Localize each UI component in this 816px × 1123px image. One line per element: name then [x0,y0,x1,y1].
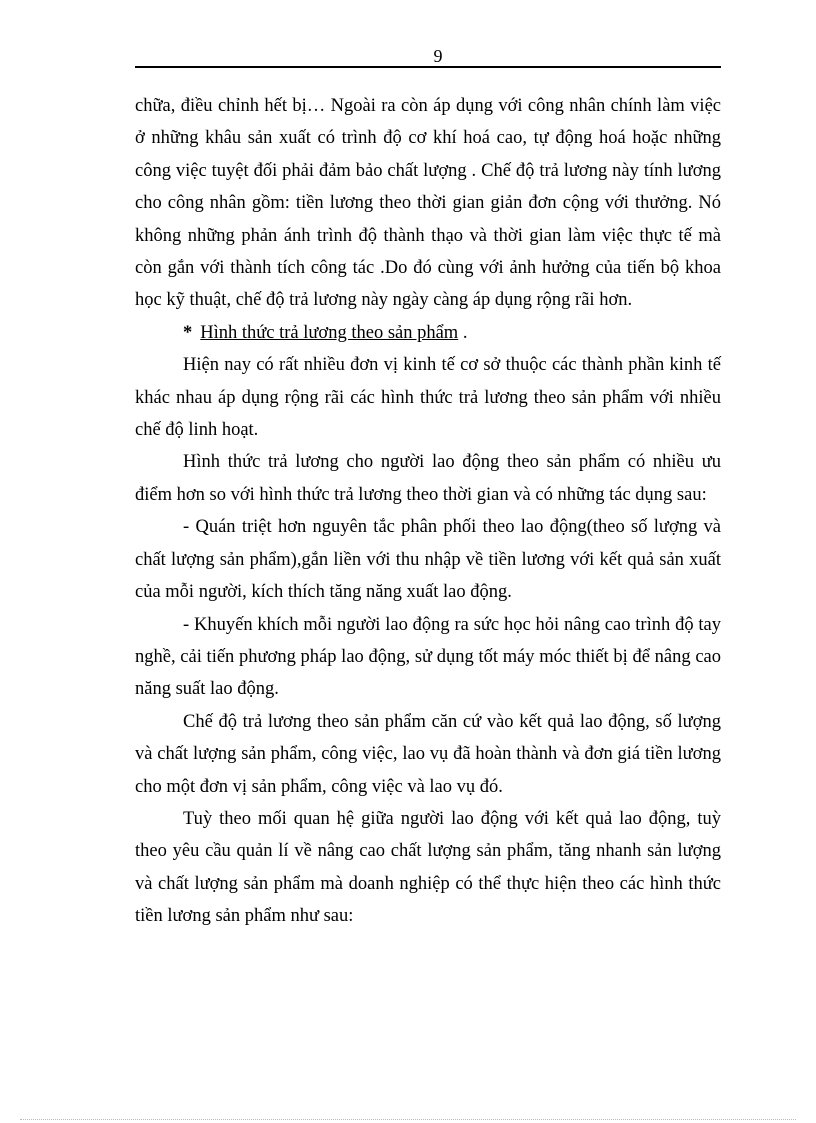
header-rule [135,66,721,68]
section-heading [135,317,721,349]
heading-bullet: * [183,322,193,343]
heading-title: Hình thức trả lương theo sản phẩm [200,322,459,343]
paragraph-3: Hình thức trả lương cho người lao động theo sản phẩm có nhiều ưu điểm hơn so với hình thức trả lương theo thời gian và có những tác dụng sau: [135,452,721,505]
paragraph-4: - Quán triệt hơn nguyên tắc phân phối theo lao động(theo số lượng và chất lượng sản phẩm),gắn liền với thu nhập về tiền lương với kết quả sản xuất của mỗi người, kích thích tăng năng xuất lao động. [135,517,721,603]
document-body [135,90,721,933]
paragraph-6: Chế độ trả lương theo sản phẩm căn cứ vào kết quả lao động, số lượng và chất lượng sản phẩm, công việc, lao vụ đã hoàn thành và đơn giá tiền lương cho một đơn vị sản phẩm, công việc và lao vụ đó. [135,711,721,797]
paragraph-2: Hiện nay có rất nhiều đơn vị kinh tế cơ sở thuộc các thành phần kinh tế khác nhau áp dụng rộng rãi các hình thức trả lương theo sản phẩm với nhiều chế độ linh hoạt. [135,355,721,441]
paragraph-7: Tuỳ theo mối quan hệ giữa người lao động với kết quả lao động, tuỳ theo yêu cầu quản lí về nâng cao chất lượng sản phẩm, tăng nhanh sản lượng và chất lượng sản phẩm mà doanh nghiệp có thể thực hiện theo các hình thức tiền lương sản phẩm như sau: [135,808,721,927]
paragraph-5: - Khuyến khích mỗi người lao động ra sức học hỏi nâng cao trình độ tay nghề, cải tiến phương pháp lao động, sử dụng tốt máy móc thiết bị để nâng cao năng suất lao động. [135,614,721,700]
heading-suffix: . [458,322,468,343]
paragraph-1: chữa, điều chỉnh hết bị… Ngoài ra còn áp dụng với công nhân chính làm việc ở những khâu sản xuất có trình độ cơ khí hoá cao, tự động hoá hoặc những công việc tuyệt đối phải đảm bảo chất lượng . Chế độ trả lương này tính lương cho công nhân gồm: tiền lương theo thời gian giản đơn cộng với thưởng. Nó không những phản ánh trình độ thành thạo và thời gian làm việc thực tế mà còn gắn với thành tích công tác .Do đó cùng với ảnh hưởng của tiến bộ khoa học kỹ thuật, chế độ trả lương này ngày càng áp dụng rộng rãi hơn. [135,96,721,311]
footer-dotted-line [20,1119,796,1120]
page-number: 9 [433,46,443,66]
